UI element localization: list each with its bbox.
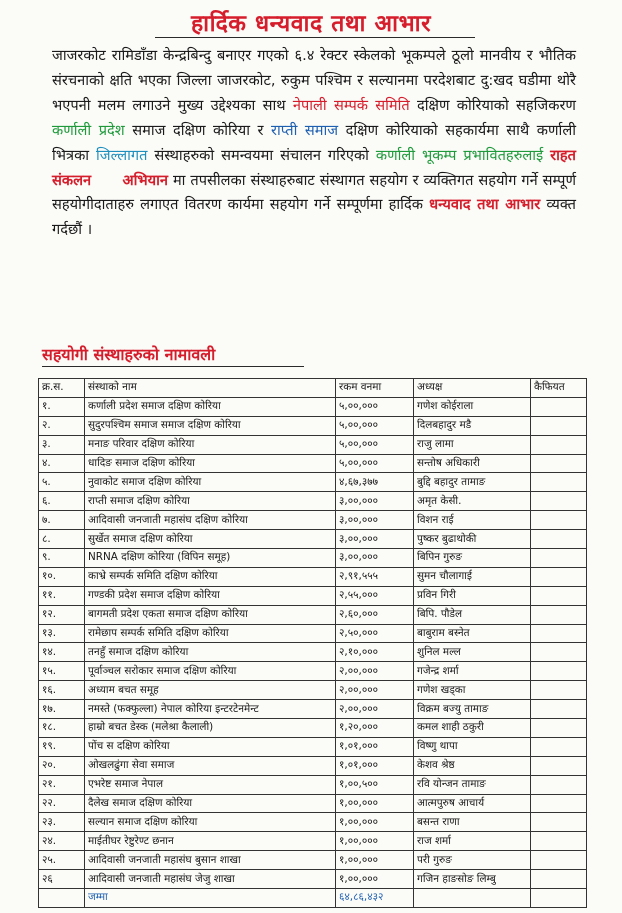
row-org-name: नुवाकोट समाज दक्षिण कोरिया <box>85 473 336 492</box>
para-text-4: दक्षिण कोरियाको सहकार्यमा साथै कर्णाली भित्रका <box>52 121 576 164</box>
row-remarks <box>531 624 587 643</box>
row-president: बसन्त राणा <box>414 813 531 832</box>
total-amount: ६४,८६,४३२ <box>336 889 414 908</box>
total-president-cell <box>414 889 531 908</box>
total-remarks-cell <box>531 889 587 908</box>
row-org-name: दैलेख समाज दक्षिण कोरिया <box>85 794 336 813</box>
table-row <box>39 775 587 794</box>
para-highlight-6: राहत संकलन अभियान <box>52 146 576 189</box>
table-row <box>39 851 587 870</box>
total-label: जम्मा <box>85 889 336 908</box>
header-amount: रकम वनमा <box>336 379 414 398</box>
row-amount: २,५०,००० <box>336 624 414 643</box>
row-remarks <box>531 643 587 662</box>
row-amount: १,०१,००० <box>336 737 414 756</box>
table-row <box>39 737 587 756</box>
row-amount: २,१०,००० <box>336 643 414 662</box>
row-amount: ५,००,००० <box>336 454 414 473</box>
row-org-name: पूर्वाञ्चल सरोकार समाज दक्षिण कोरिया <box>85 662 336 681</box>
table-row <box>39 756 587 775</box>
row-amount: १,००,५०० <box>336 775 414 794</box>
page-title: हार्दिक धन्यवाद तथा आभार <box>190 11 432 37</box>
table-row <box>39 813 587 832</box>
row-remarks <box>531 397 587 416</box>
table-row <box>39 435 587 454</box>
row-org-name: आदिवासी जनजाती महासंघ जेजु शाखा <box>85 870 336 889</box>
table-row <box>39 473 587 492</box>
header-president: अध्यक्ष <box>414 379 531 398</box>
row-amount: १,००,००० <box>336 870 414 889</box>
row-remarks <box>531 511 587 530</box>
row-org-name: सल्यान समाज दक्षिण कोरिया <box>85 813 336 832</box>
row-serial: १९. <box>39 737 85 756</box>
row-president: बिपि. पौडेल <box>414 605 531 624</box>
row-amount: ३,००,००० <box>336 511 414 530</box>
row-serial: २२. <box>39 794 85 813</box>
table-row <box>39 549 587 568</box>
row-remarks <box>531 870 587 889</box>
row-remarks <box>531 492 587 511</box>
table-row <box>39 397 587 416</box>
row-amount: २,५५,००० <box>336 586 414 605</box>
contributors-table <box>38 378 587 908</box>
header-remarks: कैफियत <box>531 379 587 398</box>
row-serial: १४. <box>39 643 85 662</box>
row-remarks <box>531 756 587 775</box>
row-serial: १६. <box>39 681 85 700</box>
para-text-7: मा तपसीलका संस्थाहरुबाट संस्थागत सहयोग र व्यक्तिगत सहयोग गर्ने सम्पूर्ण सहयोगीदाताहरु लगाएत वितरण कार्यमा सहयोग गर्ने सम्पूर्णमा हार्दिक <box>52 171 576 214</box>
row-serial: ४. <box>39 454 85 473</box>
row-remarks <box>531 794 587 813</box>
row-amount: ३,००,००० <box>336 530 414 549</box>
row-org-name: आदिवासी जनजाती महासंघ बुसान शाखा <box>85 851 336 870</box>
row-serial: २१. <box>39 775 85 794</box>
table-row <box>39 605 587 624</box>
row-org-name: राप्ती समाज दक्षिण कोरिया <box>85 492 336 511</box>
row-remarks <box>531 416 587 435</box>
row-amount: २,००,००० <box>336 700 414 719</box>
total-serial-cell <box>39 889 85 908</box>
table-row <box>39 586 587 605</box>
para-highlight-5: कर्णाली भूकम्प प्रभावितहरुलाई <box>375 146 544 164</box>
row-president: परी गुरुङ <box>414 851 531 870</box>
row-serial: २३. <box>39 813 85 832</box>
row-org-name: मनाङ परिवार दक्षिण कोरिया <box>85 435 336 454</box>
row-president: कमल शाही ठकुरी <box>414 719 531 738</box>
row-serial: ६. <box>39 492 85 511</box>
row-serial: ३. <box>39 435 85 454</box>
row-org-name: सुदुरपश्चिम समाज समाज दक्षिण कोरिया <box>85 416 336 435</box>
row-president: आत्मपुरुष आचार्य <box>414 794 531 813</box>
table-body <box>39 397 587 888</box>
row-president: बुद्दि बहादुर तामाङ <box>414 473 531 492</box>
row-amount: ३,००,००० <box>336 492 414 511</box>
row-serial: ११. <box>39 586 85 605</box>
row-president: गजेन्द्र शर्मा <box>414 662 531 681</box>
row-org-name: रामेछाप सम्पर्क समिति दक्षिण कोरिया <box>85 624 336 643</box>
row-amount: ५,००,००० <box>336 435 414 454</box>
row-remarks <box>531 832 587 851</box>
para-highlight-7: धन्यवाद तथा आभार <box>429 196 541 214</box>
row-amount: १,२०,००० <box>336 719 414 738</box>
para-text-3: समाज दक्षिण कोरिया र <box>124 121 272 139</box>
para-highlight-3: राप्ती समाज <box>271 121 339 139</box>
row-amount: १,००,००० <box>336 813 414 832</box>
row-serial: १२. <box>39 605 85 624</box>
thanks-paragraph <box>52 44 576 243</box>
row-org-name: गण्डकी प्रदेश समाज दक्षिण कोरिया <box>85 586 336 605</box>
title-underline <box>155 37 475 38</box>
row-org-name: ओखलढुंगा सेवा समाज <box>85 756 336 775</box>
table-total-row <box>39 889 587 908</box>
row-org-name: काभ्रे सम्पर्क समिति दक्षिण कोरिया <box>85 567 336 586</box>
row-serial: ८. <box>39 530 85 549</box>
row-org-name: माईतीघर रेष्टुरेण्ट छनान <box>85 832 336 851</box>
row-amount: ५,००,००० <box>336 397 414 416</box>
row-president: गणेश कोईराला <box>414 397 531 416</box>
row-org-name: पोंच स दक्षिण कोरिया <box>85 737 336 756</box>
row-remarks <box>531 851 587 870</box>
row-serial: २६ <box>39 870 85 889</box>
row-president: बाबुराम बस्नेत <box>414 624 531 643</box>
row-president: रवि योन्जन तामाङ <box>414 775 531 794</box>
row-serial: ५. <box>39 473 85 492</box>
row-org-name: अध्याम बचत समूह <box>85 681 336 700</box>
row-serial: २०. <box>39 756 85 775</box>
para-text-5: संस्थाहरुको समन्वयमा संचालन गरिएको <box>147 146 376 164</box>
row-org-name: नमस्ते (फक्फुल्ला) नेपाल कोरिया इन्टरटेनमेन्ट <box>85 700 336 719</box>
header-org-name: संस्थाको नाम <box>85 379 336 398</box>
row-serial: १०. <box>39 567 85 586</box>
row-president: दिलबहादुर मडै <box>414 416 531 435</box>
row-serial: २५. <box>39 851 85 870</box>
row-remarks <box>531 586 587 605</box>
para-highlight-4: जिल्लागत <box>96 146 148 164</box>
table-row <box>39 530 587 549</box>
row-org-name: धादिङ समाज दक्षिण कोरिया <box>85 454 336 473</box>
row-amount: ५,००,००० <box>336 416 414 435</box>
para-highlight-1: नेपाली सम्पर्क समिति <box>292 96 410 114</box>
row-serial: १८. <box>39 719 85 738</box>
row-org-name: सुर्खेत समाज दक्षिण कोरिया <box>85 530 336 549</box>
row-amount: १,०१,००० <box>336 756 414 775</box>
row-amount: २,९१,५५५ <box>336 567 414 586</box>
table-row <box>39 700 587 719</box>
row-org-name: हाम्रो बचत डेस्क (मलेश्रा कैलाली) <box>85 719 336 738</box>
row-amount: २,००,००० <box>336 681 414 700</box>
table-row <box>39 454 587 473</box>
para-highlight-2: कर्णाली प्रदेश <box>52 121 125 139</box>
row-amount: १,००,००० <box>336 851 414 870</box>
row-serial: १७. <box>39 700 85 719</box>
row-president: शुनिल मल्ल <box>414 643 531 662</box>
table-row <box>39 492 587 511</box>
para-text-8: व्यक्त गर्दछौं । <box>52 196 576 239</box>
table-row <box>39 794 587 813</box>
row-president: पुष्कर बुढाथोकी <box>414 530 531 549</box>
table-row <box>39 681 587 700</box>
row-remarks <box>531 530 587 549</box>
row-amount: ३,००,००० <box>336 549 414 568</box>
row-remarks <box>531 473 587 492</box>
table-row <box>39 624 587 643</box>
row-org-name: एभरेष्ट समाज नेपाल <box>85 775 336 794</box>
row-remarks <box>531 454 587 473</box>
row-president: गजिन हाङसोङ लिम्बु <box>414 870 531 889</box>
table-row <box>39 511 587 530</box>
row-amount: १,००,००० <box>336 794 414 813</box>
header-serial: क्र.स. <box>39 379 85 398</box>
table-row <box>39 719 587 738</box>
row-president: राजु लामा <box>414 435 531 454</box>
row-president: विक्रम बज्यु तामाङ <box>414 700 531 719</box>
row-serial: २. <box>39 416 85 435</box>
row-president: अमृत केसी. <box>414 492 531 511</box>
row-remarks <box>531 662 587 681</box>
row-remarks <box>531 549 587 568</box>
row-amount: १,००,००० <box>336 832 414 851</box>
row-org-name: तनहुँ समाज दक्षिण कोरिया <box>85 643 336 662</box>
row-serial: १५. <box>39 662 85 681</box>
row-president: प्रविन गिरी <box>414 586 531 605</box>
section-subtitle: सहयोगी संस्थाहरुको नामावली <box>42 345 216 364</box>
row-president: गणेश खड्का <box>414 681 531 700</box>
table-header-row <box>39 379 587 398</box>
row-amount: २,००,००० <box>336 662 414 681</box>
row-president: विशन राई <box>414 511 531 530</box>
para-text-2: दक्षिण कोरियाको सहजिकरण <box>409 96 576 114</box>
row-president: राज शर्मा <box>414 832 531 851</box>
row-amount: २,६०,००० <box>336 605 414 624</box>
row-org-name: आदिवासी जनजाती महासंघ दक्षिण कोरिया <box>85 511 336 530</box>
row-president: केशव श्रेष्ठ <box>414 756 531 775</box>
row-serial: १. <box>39 397 85 416</box>
row-remarks <box>531 719 587 738</box>
row-president: विष्णु थापा <box>414 737 531 756</box>
row-remarks <box>531 681 587 700</box>
row-president: सन्तोष अधिकारी <box>414 454 531 473</box>
row-remarks <box>531 567 587 586</box>
para-text-1: जाजरकोट रामिडाँडा केन्द्रबिन्दु बनाएर गएको ६.४ रेक्टर स्केलको भूकम्पले ठूलो मानवीय र भौतिक संरचनाको क्षति भएका जिल्ला जाजरकोट, रुकुम पश्चिम र सल्यानमा परदेशबाट दु:खद घडीमा थोरै भएपनी मलम लगाउने मुख्य उद्देश्यका साथ <box>52 47 576 114</box>
table-row <box>39 662 587 681</box>
row-org-name: NRNA दक्षिण कोरिया (विपिन समूह) <box>85 549 336 568</box>
row-remarks <box>531 605 587 624</box>
row-remarks <box>531 435 587 454</box>
row-remarks <box>531 775 587 794</box>
row-president: बिपिन गुरुङ <box>414 549 531 568</box>
row-remarks <box>531 737 587 756</box>
row-remarks <box>531 700 587 719</box>
row-president: सुमन चौलागाई <box>414 567 531 586</box>
table-row <box>39 567 587 586</box>
table-row <box>39 416 587 435</box>
row-serial: २४. <box>39 832 85 851</box>
row-serial: ७. <box>39 511 85 530</box>
row-serial: १३. <box>39 624 85 643</box>
row-amount: ४,६७,३७७ <box>336 473 414 492</box>
table-row <box>39 643 587 662</box>
table-row <box>39 870 587 889</box>
row-remarks <box>531 813 587 832</box>
row-org-name: बागमती प्रदेश एकता समाज दक्षिण कोरिया <box>85 605 336 624</box>
row-serial: ९. <box>39 549 85 568</box>
table-row <box>39 832 587 851</box>
subtitle-underline <box>42 366 304 367</box>
row-org-name: कर्णाली प्रदेश समाज दक्षिण कोरिया <box>85 397 336 416</box>
